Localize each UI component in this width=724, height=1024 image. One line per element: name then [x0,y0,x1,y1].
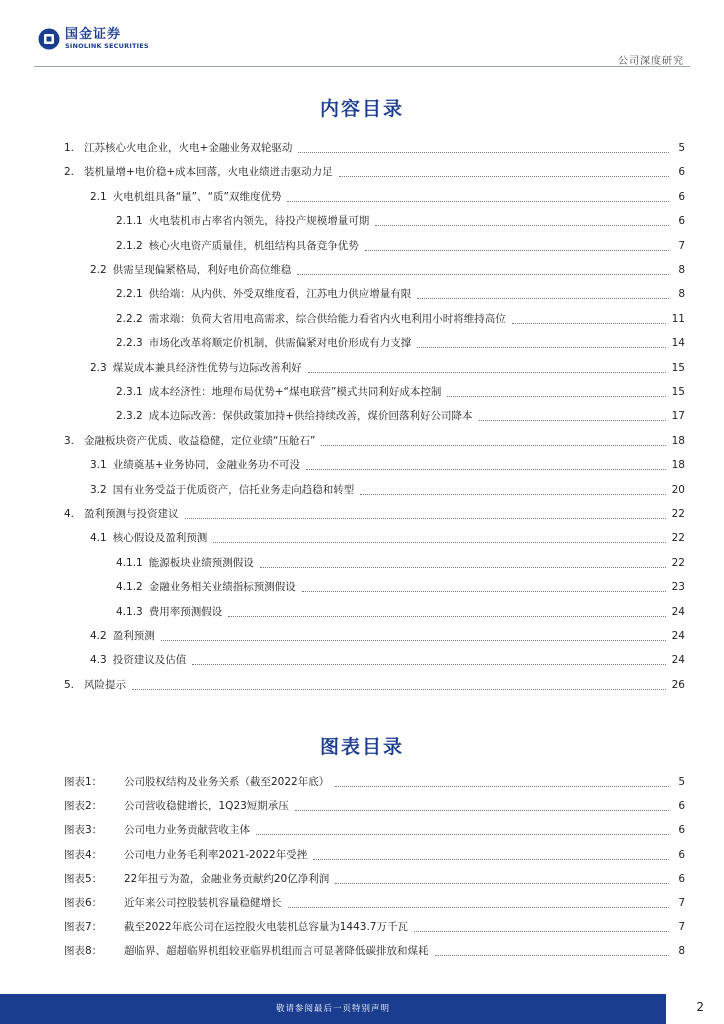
figure-entry-title: 公司股权结构及业务关系（截至2022年底） [124,776,330,788]
figure-entry-title: 公司营收稳健增长，1Q23短期承压 [124,800,289,812]
header-divider [34,66,690,67]
figure-entry-page: 6 [678,824,685,836]
toc-entry-title: 需求端：负荷大省用电高需求，综合供给能力看省内火电利用小时将维持高位 [148,313,506,325]
toc-leader-dots [308,363,666,373]
toc-entry-number: 1. [64,142,75,154]
figure-entry-label: 图表2： [64,800,103,812]
toc-entry-title: 核心假设及盈利预测 [112,532,208,544]
figure-entry[interactable] [64,872,685,886]
figure-entry[interactable] [64,848,685,862]
figure-entry-page: 6 [678,873,685,885]
toc-entry[interactable] [116,214,685,228]
toc-leader-dots [375,216,669,226]
toc-leader-dots [161,631,666,641]
toc-leader-dots [417,289,669,299]
toc-entry-number: 4.2 [90,630,107,642]
toc-entry[interactable] [64,165,685,179]
toc-entry[interactable] [90,361,685,375]
toc-entry-page: 8 [678,288,685,300]
toc-leader-dots [306,460,666,470]
figure-entry-page: 8 [678,945,685,957]
figure-leader-dots [256,825,669,835]
toc-entry-number: 2.1.2 [116,240,143,252]
toc-entry-page: 15 [671,386,685,398]
figure-entry-title: 截至2022年底公司在运控股火电装机总容量为1443.7万千瓦 [124,921,408,933]
figure-entry[interactable] [64,823,685,837]
toc-leader-dots [297,265,669,275]
toc-entry-number: 2.1.1 [116,215,143,227]
toc-entry-number: 4. [64,508,75,520]
figure-entry[interactable] [64,944,685,958]
figure-entry-title: 超临界、超超临界机组较亚临界机组而言可显著降低碳排放和煤耗 [124,945,429,957]
figure-leader-dots [335,874,669,884]
toc-entry-page: 14 [671,337,685,349]
toc-entry-title: 能源板块业绩预测假设 [148,557,254,569]
toc-leader-dots [260,558,666,568]
toc-entry-number: 3.2 [90,484,107,496]
toc-entry-page: 22 [671,557,685,569]
toc-entry-page: 18 [671,459,685,471]
toc-entry-page: 20 [671,484,685,496]
toc-entry[interactable] [116,605,685,619]
toc-entry-page: 6 [678,166,685,178]
toc-entry-title: 煤炭成本兼具经济性优势与边际改善利好 [112,362,302,374]
toc-entry-title: 供给端：从内供、外受双维度看，江苏电力供应增量有限 [148,288,412,300]
toc-leader-dots [213,533,665,543]
toc-entry-number: 2.2.2 [116,313,143,325]
toc-entry-page: 7 [678,240,685,252]
figure-entry[interactable] [64,920,685,934]
toc-entry[interactable] [64,434,685,448]
toc-entry-title: 成本经济性：地理布局优势+“煤电联营”模式共同利好成本控制 [148,386,442,398]
toc-entry-page: 6 [678,191,685,203]
toc-entry[interactable] [64,507,685,521]
toc-entry-title: 火电机组具备“量”、“质”双维度优势 [112,191,282,203]
toc-leader-dots [132,680,666,690]
figure-entry-label: 图表4： [64,849,103,861]
toc-entry[interactable] [90,653,685,667]
toc-entry-page: 24 [671,630,685,642]
toc-entry-number: 4.1.2 [116,581,143,593]
brand-logo [38,28,149,50]
toc-entry-page: 23 [671,581,685,593]
toc-entry-page: 17 [671,410,685,422]
figure-entry-page: 7 [678,921,685,933]
toc-entry-number: 3. [64,435,75,447]
figure-leader-dots [313,850,669,860]
figure-leader-dots [435,946,670,956]
toc-entry[interactable] [64,678,685,692]
toc-entry-number: 4.1 [90,532,107,544]
toc-entry-title: 费用率预测假设 [148,606,223,618]
toc-entry-number: 4.3 [90,654,107,666]
toc-entry-title: 江苏核心火电企业，火电+金融业务双轮驱动 [84,142,293,154]
toc-entry[interactable] [90,531,685,545]
toc-entry-title: 市场化改革将顺定价机制，供需偏紧对电价形成有力支撑 [148,337,412,349]
toc-entry-number: 4.1.3 [116,606,143,618]
toc-title: 内容目录 [319,98,404,120]
toc-entry-number: 2.3.1 [116,386,143,398]
toc-entry-title: 盈利预测与投资建议 [84,508,179,520]
toc-leader-dots [302,582,666,592]
toc-leader-dots [512,314,666,324]
toc-entry-number: 3.1 [90,459,107,471]
toc-leader-dots [447,387,665,397]
toc-leader-dots [192,655,665,665]
toc-entry-page: 24 [671,654,685,666]
toc-entry[interactable] [116,580,685,594]
toc-leader-dots [298,143,669,153]
toc-entry-title: 投资建议及估值 [112,654,187,666]
figure-entry-page: 5 [678,776,685,788]
figure-entry-page: 6 [678,800,685,812]
figure-entry-title: 公司电力业务贡献营收主体 [124,824,250,836]
figure-entry-title: 近年来公司控股装机容量稳健增长 [124,897,282,909]
figure-entry-label: 图表8： [64,945,103,957]
toc-leader-dots [360,485,665,495]
toc-entry-page: 15 [671,362,685,374]
toc-entry[interactable] [116,556,685,570]
toc-entry[interactable] [116,409,685,423]
footer-disclaimer: 敬请参阅最后一页特别声明 [275,1004,390,1014]
toc-entry-title: 国有业务受益于优质资产，信托业务走向趋稳和转型 [112,484,355,496]
toc-entry-title: 核心火电资产质量佳，机组结构具备竞争优势 [148,240,359,252]
figure-entry-label: 图表6： [64,897,103,909]
toc-entry-number: 2. [64,166,75,178]
figure-entry-label: 图表5： [64,873,103,885]
toc-entry-number: 2.2 [90,264,107,276]
toc-entry-title: 成本边际改善：保供政策加持+供给持续改善，煤价回落利好公司降本 [148,410,473,422]
sinolink-logo-icon [38,28,60,50]
toc-entry-page: 22 [671,532,685,544]
toc-entry[interactable] [116,239,685,253]
toc-entry-page: 18 [671,435,685,447]
toc-entry[interactable] [90,629,685,643]
toc-entry-page: 26 [671,679,685,691]
toc-entry[interactable] [116,336,685,350]
toc-entry-page: 5 [678,142,685,154]
brand-name-en: SINOLINK SECURITIES [65,42,149,51]
figure-entry-page: 6 [678,849,685,861]
toc-entry-page: 22 [671,508,685,520]
figure-entry-label: 图表1： [64,776,103,788]
figure-leader-dots [295,801,669,811]
toc-entry-title: 供需呈现偏紧格局，利好电价高位维稳 [112,264,292,276]
document-type: 公司深度研究 [618,56,684,67]
toc-entry[interactable] [90,458,685,472]
figure-entry-label: 图表3： [64,824,103,836]
toc-entry[interactable] [90,483,685,497]
page-number: 2 [696,1000,704,1014]
toc-entry-title: 金融板块资产优质、收益稳健，定位业绩“压舱石” [84,435,316,447]
toc-leader-dots [479,411,666,421]
toc-entry[interactable] [64,141,685,155]
toc-entry-number: 5. [64,679,75,691]
toc-entry-page: 11 [671,313,685,325]
figure-entry-title: 公司电力业务毛利率2021-2022年受挫 [124,849,308,861]
toc-entry-title: 金融业务相关业绩指标预测假设 [148,581,296,593]
toc-leader-dots [339,167,669,177]
toc-entry[interactable] [116,312,685,326]
figure-entry-label: 图表7： [64,921,103,933]
toc-entry-page: 24 [671,606,685,618]
figure-entry-page: 7 [678,897,685,909]
toc-leader-dots [365,241,669,251]
toc-entry-number: 2.1 [90,191,107,203]
toc-entry-title: 风险提示 [84,679,127,691]
figure-entry[interactable] [64,896,685,910]
figure-leader-dots [335,777,669,787]
toc-entry-title: 火电装机市占率省内领先，待投产规模增量可期 [148,215,370,227]
figure-leader-dots [414,922,669,932]
toc-entry[interactable] [116,385,685,399]
figure-entry[interactable] [64,799,685,813]
toc-entry[interactable] [116,287,685,301]
toc-entry[interactable] [90,190,685,204]
toc-entry[interactable] [90,263,685,277]
toc-leader-dots [228,607,665,617]
toc-leader-dots [185,509,666,519]
toc-entry-title: 盈利预测 [112,630,155,642]
figure-leader-dots [288,898,670,908]
figures-title: 图表目录 [319,736,404,758]
toc-leader-dots [321,436,665,446]
toc-entry-title: 装机量增+电价稳+成本回落，火电业绩迸击驱动力足 [84,166,333,178]
page-header [0,0,724,70]
toc-entry-number: 2.3.2 [116,410,143,422]
toc-entry-number: 2.2.1 [116,288,143,300]
toc-entry-number: 2.3 [90,362,107,374]
toc-leader-dots [417,338,665,348]
figure-entry-title: 22年扭亏为盈，金融业务贡献约20亿净利润 [124,873,330,885]
toc-entry-number: 2.2.3 [116,337,143,349]
toc-entry-page: 6 [678,215,685,227]
toc-leader-dots [287,192,669,202]
figure-entry[interactable] [64,775,685,789]
toc-entry-page: 8 [678,264,685,276]
brand-name-cn: 国金证券 [65,27,122,43]
toc-entry-title: 业绩奠基+业务协同，金融业务功不可没 [112,459,301,471]
toc-entry-number: 4.1.1 [116,557,143,569]
